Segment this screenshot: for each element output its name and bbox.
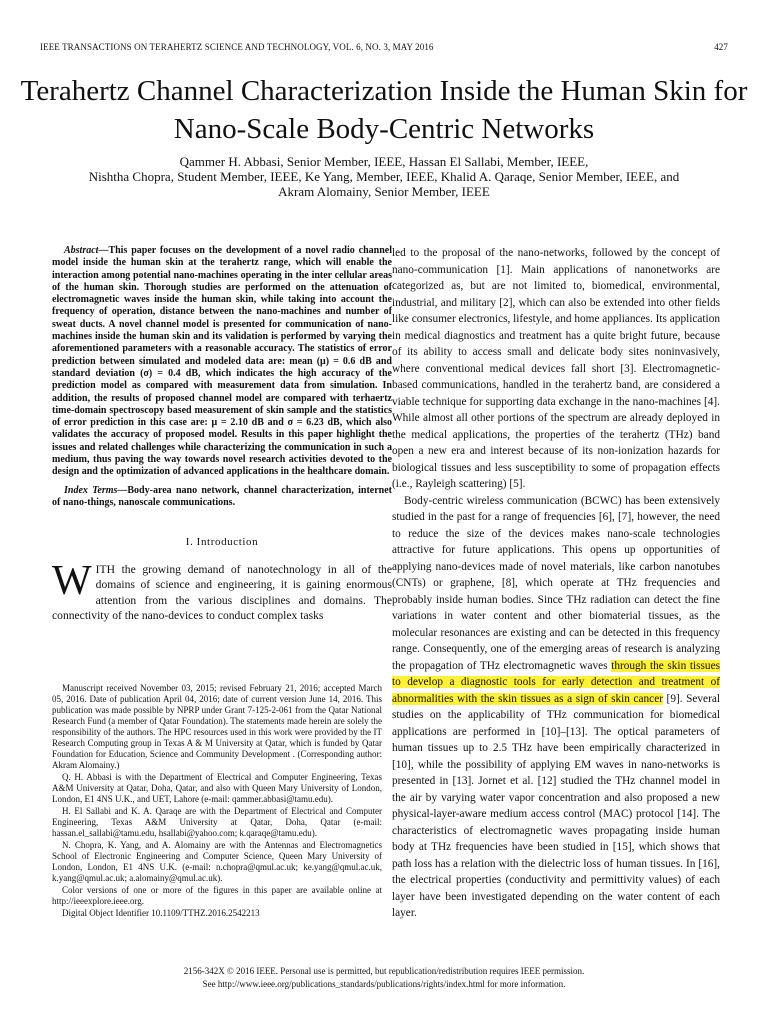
footnote: N. Chopra, K. Yang, and A. Alomainy are with the Antennas and Electromagnetics School of Electronic Engineering and Computer Science, Queen Mary University of London, London, E1 4NS U.K. (e-mail: n.chopra@qmul.ac.uk; ke.yang@qmul.ac.uk, k.yang@qmul.ac.uk; a.alomainy@qmul.ac.uk). (52, 840, 382, 883)
journal-name: IEEE TRANSACTIONS ON TERAHERTZ SCIENCE AND TECHNOLOGY, VOL. 6, NO. 3, MAY 2016 (40, 42, 434, 52)
author-line-2: Nishtha Chopra, Student Member, IEEE, Ke Yang, Member, IEEE, Khalid A. Qaraqe, Senior Member, IEEE, and (88, 169, 680, 184)
section-heading: I. Introduction (185, 536, 259, 549)
paper-title: Terahertz Channel Characterization Inside the Human Skin for Nano-Scale Body-Centric Networks (20, 75, 748, 145)
running-header (40, 42, 728, 52)
author-line-3: Akram Alomainy, Senior Member, IEEE (278, 184, 490, 199)
abstract-text: This paper focuses on the development of a novel radio channel model inside the human skin at the terahertz range, which will enable the interaction among potential nano-machines operating in the inter cellular areas of the human skin. Thorough studies are performed on the attenuation of electromagnetic waves inside the human skin, while taking into account the frequency of operation, distance between the nano-machines and number of sweat ducts. A novel channel model is presented for communication of nano-machines inside the human skin and its validation is performed by varying the aforementioned parameters with a reasonable accuracy. The statistics of error prediction between simulated and modeled data are: mean (μ) = 0.6 dB and standard deviation (σ) = 0.4 dB, which indicates the high accuracy of the prediction model as compared with measurement data from simulation. In addition, the results of proposed channel model are compared with terhaertz time-domain spectroscopy based measurement of skin sample and the statistics of error prediction in this case are: μ = 2.10 dB and σ = 6.23 dB, which also validates the accuracy of proposed model. Results in this paper highlight the issues and related challenges while characterizing the communication in such a medium, thus paving the way towards novel research activities devoted to the design and the optimization of advanced applications in the healthcare domain. (52, 245, 392, 478)
footnote: Q. H. Abbasi is with the Department of Electrical and Computer Engineering, Texas A&M University at Qatar, Doha, Qatar, and also with Queen Mary University of London, London, E1 4NS U.K., and UET, Lahore (e-mail: qammer.abbasi@tamu.edu). (52, 772, 382, 804)
abstract-lead: Abstract— (64, 245, 109, 256)
index-terms-text: Body-area nano network, channel characterization, internet of nano-things, nanoscale communications. (52, 484, 392, 508)
page-number: 427 (714, 42, 728, 52)
intro-text: ITH the growing demand of nanotechnology in all of the domains of science and engineering, it is gaining enormous attention from the various disciplines and domains. The connectivity of the nano-devices to conduct complex tasks (52, 562, 392, 622)
intro-paragraph (52, 557, 392, 624)
footnotes (52, 683, 382, 920)
footnote: Color versions of one or more of the figures in this paper are available online at http://ieeexplore.ieee.org. (52, 885, 382, 906)
footnote: Manuscript received November 03, 2015; revised February 21, 2016; accepted March 05, 2016. Date of publication April 04, 2016; date of current version June 14, 2016. This publication was made possible by NPRP under Grant 7-125-2-061 from the Qatar National Research Fund (a member of Qatar Foundation). The statements made herein are solely the responsibility of the authors. The HPC resources used in this work were provided by the IT Research Computing group in Texas A & M University at Qatar, which is funded by Qatar Foundation for Education, Science and Community Development . (Corresponding author: Akram Alomainy.) (52, 683, 382, 770)
author-line-1: Qammer H. Abbasi, Senior Member, IEEE, Hassan El Sallabi, Member, IEEE, (179, 154, 589, 169)
body-paragraph-2 (392, 493, 720, 922)
index-terms-lead: Index Terms— (64, 484, 128, 496)
drop-cap: W (52, 557, 92, 604)
index-terms (52, 485, 392, 510)
footnote: H. El Sallabi and K. A. Qaraqe are with the Department of Electrical and Computer Engineering, Texas A&M University at Qatar, Doha, Qatar (e-mail: hassan.el_sallabi@tamu.edu, hsallabi@yahoo.com; k.qaraqe@tamu.edu). (52, 806, 382, 838)
rights-link-line: See http://www.ieee.org/publications_standards/publications/rights/index.html for more information. (202, 979, 566, 989)
author-list (20, 154, 748, 199)
left-column (52, 245, 392, 623)
abstract (52, 245, 392, 479)
footnote: Digital Object Identifier 10.1109/TTHZ.2016.2542213 (62, 908, 260, 918)
body-text: Body-centric wireless communication (BCWC) has been extensively studied in the past for a range of frequencies [6], [7], however, the need to reduce the size of the devices makes nano-scale technologies attractive for future applications. This opens up opportunities of applying nano-devices made of novel materials, like carbon nanotubes (CNTs) or graphene, [8], which operate at THz frequencies and probably inside human bodies. Since THz radiation can detect the fine variations in water content and other biomaterial tissues, as the molecular resonances are existing and can be detected in this frequency range. Consequently, one of the emerging areas of research is analyzing the propagation of THz electromagnetic waves (392, 494, 720, 672)
copyright-footer (20, 965, 748, 991)
body-text: [9]. Several studies on the applicability of THz communication for biomedical applications are performed in [10]–[13]. The optical parameters of human tissues up to 2.5 THz have been empirically characterized in [10], while the possibility of applying EM waves in nano-networks is presented in [13]. Jornet et al. [12] studied the THz channel model in the air by varying water vapor concentration and also proposed a new physical-layer-aware medium access control (MAC) protocol [14]. The characteristics of electromagnetic waves propagating inside human body at THz frequencies have been studied in [15], which shows that path loss has a relation with the dielectric loss of human tissues. In [16], the electrical properties (conductivity and permittivity values) of each layer have been investigated depending on the water content of each layer. (392, 692, 720, 919)
copyright-line: 2156-342X © 2016 IEEE. Personal use is permitted, but republication/redistribution requires IEEE permission. (183, 966, 585, 976)
right-column (392, 245, 720, 922)
highlighted-text[interactable]: through the skin tissues to develop a diagnostic tools for early detection and treatment of abnormalities with the skin tissues as a sign of skin cancer (392, 659, 720, 705)
body-paragraph-1: led to the proposal of the nano-networks, followed by the concept of nano-communication [1]. Main applications of nanonetworks are categorized as, but are not limited to, biomedical, environmental, industrial, and military [2], which can also be extended into other fields like consumer electronics, lifestyle, and home appliances. Its application in medical diagnostics and treatment has a quite bright future, because of its ability to access small and delicate body sites noninvasively, where conventional medical devices fall short [3]. Electromagnetic-based communications, handled in the terahertz band, are considered a viable technique for supporting data exchange in the nano-machines [4]. While almost all other portions of the spectrum are already deployed in the medical applications, the properties of the terahertz (THz) band open a new era and interest because of its non-ionization hazards for biological tissues and less susceptibility to some of propagation effects (i.e., Rayleigh scattering) [5]. (392, 247, 720, 490)
